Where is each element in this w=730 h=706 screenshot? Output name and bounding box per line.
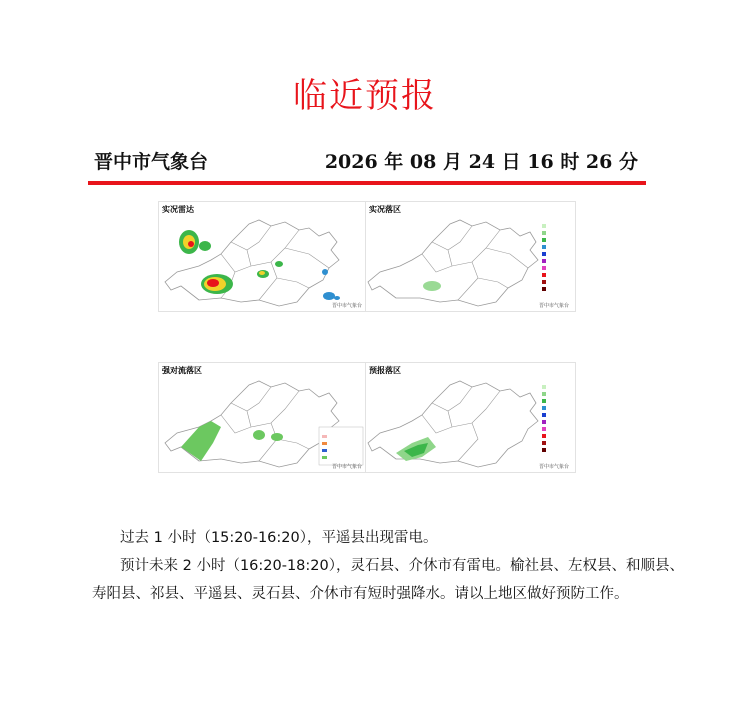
forecast-paragraph-line1: 预计未来 2 小时（16:20-18:20），灵石县、介休市有雷电。榆社县、左权县、和顺县、 [120,558,684,574]
forecast-map-credit: 晋中市气象台 [538,464,569,470]
convection-map-label: 强对流落区 [162,366,202,375]
radar-map-panel [158,201,369,312]
forecast-paragraph-line2: 寿阳县、祁县、平遥县、灵石县、介休市有短时强降水。请以上地区做好预防工作。 [92,586,629,602]
observed-map-credit: 晋中市气象台 [538,303,569,309]
convection-map-panel [158,362,369,473]
forecast-map-figure [366,363,575,472]
radar-map-label: 实况雷达 [162,205,194,214]
observed-map-panel [365,201,576,312]
forecast-map-panel [365,362,576,473]
radar-map-figure [159,202,368,311]
document-title: 临近预报 [293,76,437,116]
forecast-legend-swatches [542,385,546,452]
convection-map-figure [159,363,368,472]
forecast-map-label: 预报落区 [369,366,401,375]
issue-date: 2026 年 08 月 24 日 16 时 26 分 [324,151,638,173]
observed-map-figure [366,202,575,311]
issuing-office: 晋中市气象台 [94,151,209,173]
header-divider [88,181,646,185]
radar-map-credit: 晋中市气象台 [331,303,362,309]
convection-map-credit: 晋中市气象台 [331,464,362,470]
observed-paragraph: 过去 1 小时（15:20-16:20），平遥县出现雷电。 [120,530,438,546]
convection-legend [319,427,363,465]
observed-map-label: 实况落区 [369,205,401,214]
observed-legend-swatches [542,224,546,291]
